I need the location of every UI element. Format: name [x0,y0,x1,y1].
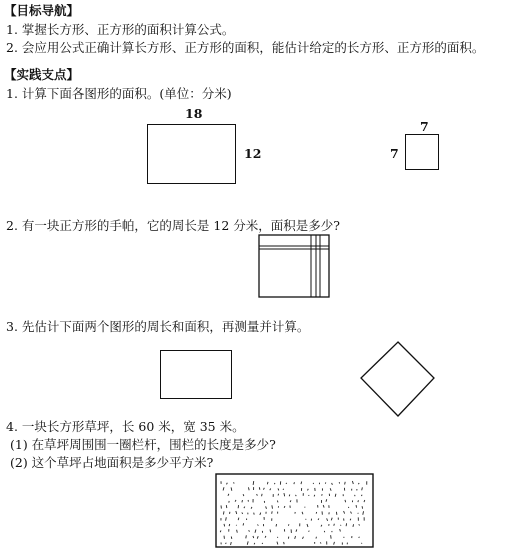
grass-stroke [323,505,324,508]
grass-stroke [289,494,290,496]
grass-stroke [231,487,232,490]
grass-stroke [340,525,341,526]
grass-stroke [265,536,266,538]
grass-stroke [345,500,346,502]
grass-stroke [231,542,232,545]
grass-stroke [223,487,224,490]
grass-stroke [321,525,322,527]
grass-stroke [308,531,309,532]
grass-stroke [270,489,271,491]
grass-stroke [237,530,238,533]
grass-stroke [247,541,248,544]
grass-stroke [295,495,296,496]
grass-stroke [267,482,268,484]
grass-stroke [242,500,243,502]
grass-stroke [243,494,244,496]
grass-stroke [284,493,285,496]
grass-stroke [254,513,255,515]
grass-stroke [229,524,230,526]
grass-stroke [326,499,327,501]
grass-stroke [242,513,243,514]
practice-heading: 【实践支点】 [4,67,80,82]
grass-stroke [272,505,273,508]
grass-stroke [353,524,354,527]
rectangle-figure [147,124,236,184]
q3-rotated-square-figure [358,340,438,420]
grass-stroke [234,482,235,483]
grass-stroke [278,494,279,496]
square-side-label: 7 [390,146,399,161]
grass-stroke [249,530,250,531]
grass-stroke [255,530,256,533]
grass-stroke [257,536,258,539]
grass-stroke [335,494,336,497]
grass-stroke [364,500,365,502]
grass-stroke [224,524,225,527]
grass-stroke [362,506,363,508]
grass-stroke [294,482,295,484]
rectangle-length-label: 18 [185,106,203,121]
grass-stroke [260,513,261,515]
grass-stroke [340,529,341,531]
question-1-text: 1. 计算下面各图形的面积。(单位：分米) [6,86,232,101]
grass-stroke [263,488,264,490]
grass-stroke [257,525,258,526]
grass-stroke [226,483,227,485]
grass-stroke [361,495,362,496]
grass-stroke [262,543,263,544]
grass-stroke [254,543,255,545]
grass-stroke [257,494,258,495]
grass-stroke [278,488,279,490]
grass-stroke [314,495,315,497]
grass-stroke [351,512,352,514]
question-4-sub-2: (2) 这个草坪占地面积是多少平方米? [10,455,214,470]
question-4-sub-1: (1) 在草坪周围围一圈栏杆，围栏的长度是多少? [10,437,276,452]
grass-stroke [330,488,331,490]
grass-stroke [345,482,346,485]
grass-stroke [283,489,284,490]
grass-stroke [231,536,232,538]
grass-stroke [244,507,245,509]
grass-stroke [331,518,332,521]
grass-stroke [302,537,303,539]
grass-stroke [307,524,308,527]
grass-stroke [363,511,364,515]
grass-stroke [318,518,319,519]
handkerchief-figure [258,234,332,300]
grass-stroke [346,523,347,526]
grass-stroke [301,481,302,484]
grass-stroke [235,500,236,502]
grass-stroke [226,517,227,520]
grass-stroke [226,543,227,544]
square-figure [405,134,439,170]
grass-stroke [308,489,309,491]
grass-stroke [220,530,221,532]
grass-stroke [358,483,359,484]
grass-stroke [359,524,360,525]
grass-stroke [248,487,249,490]
grass-stroke [334,542,335,545]
grass-stroke [355,495,356,496]
lawn-figure [215,473,375,549]
grass-stroke [295,536,296,539]
question-3-text: 3. 先估计下面两个图形的周长和面积，再测量并计算。 [6,319,310,334]
grass-stroke [253,481,254,485]
grass-stroke [266,506,267,508]
grass-stroke [259,487,260,489]
grass-stroke [246,535,247,538]
grass-stroke [320,542,321,543]
goal-item-1: 1. 掌握长方形、正方形的面积计算公式。 [6,22,235,37]
q3-rectangle-figure [160,350,232,399]
grass-stroke [228,494,229,496]
grass-stroke [361,543,362,544]
grass-stroke [332,483,333,485]
question-4-text: 4. 一块长方形草坪，长 60 米，宽 35 米。 [6,419,245,434]
grass-stroke [334,524,335,526]
grass-stroke [270,529,271,532]
grass-stroke [290,500,291,502]
grass-stroke [253,536,254,538]
grass-stroke [272,511,273,513]
grass-stroke [296,529,297,531]
grass-stroke [277,542,278,545]
grass-stroke [276,524,277,526]
grass-stroke [226,505,227,508]
grass-stroke [325,482,326,483]
grass-stroke [316,512,317,514]
grass-stroke [286,483,287,484]
grass-stroke [352,481,353,484]
grass-stroke [238,518,239,521]
grass-stroke [274,483,275,484]
grass-stroke [277,537,278,538]
goals-heading: 【目标导航】 [4,3,80,18]
grass-stroke [327,518,328,521]
grass-stroke [302,512,303,514]
grass-texture [220,481,367,545]
question-2-text: 2. 有一块正方形的手帕，它的周长是 12 分米，面积是多少? [6,218,340,233]
grass-stroke [284,506,285,508]
square-top-label: 7 [420,119,429,134]
rectangle-width-label: 12 [244,146,262,161]
grass-stroke [251,507,252,509]
grass-stroke [344,511,345,514]
grass-stroke [284,542,285,544]
grass-stroke [277,501,278,503]
goal-item-2: 2. 会应用公式正确计算长方形、正方形的面积，能估计给定的长方形、正方形的面积。 [6,40,485,55]
grass-stroke [359,537,360,538]
grass-stroke [236,511,237,514]
grass-stroke [362,487,363,490]
grass-stroke [350,519,351,521]
grass-stroke [243,523,244,525]
grass-stroke [223,511,224,514]
